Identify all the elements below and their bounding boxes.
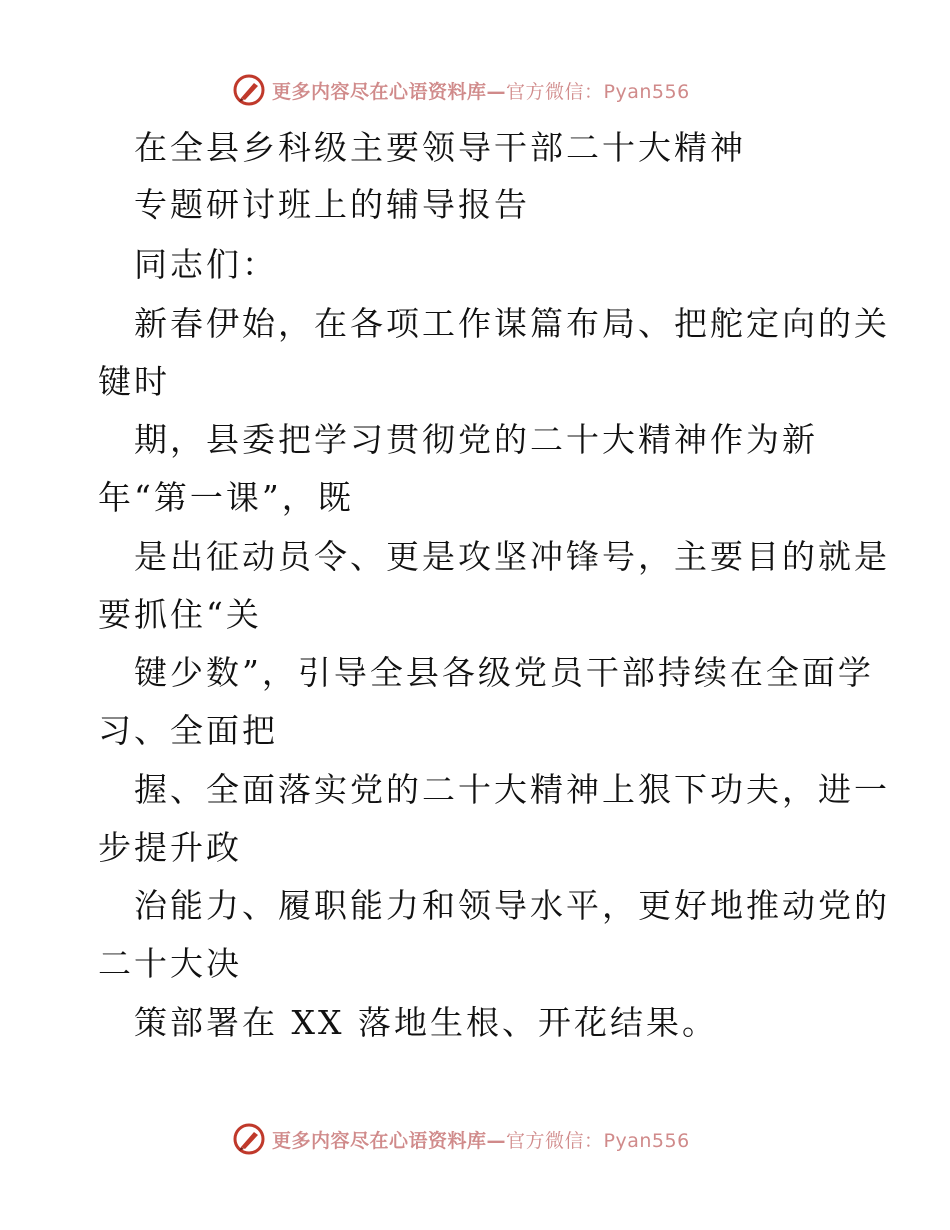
paragraph-line: 二十大决 <box>98 944 242 983</box>
paragraph-line: 期，县委把学习贯彻党的二十大精神作为新 <box>134 420 818 459</box>
document-title-line-2: 专题研讨班上的辅导报告 <box>134 185 530 224</box>
paragraph-line: 习、全面把 <box>98 711 278 750</box>
watermark-banner-bottom <box>232 1122 752 1156</box>
watermark-text: 更多内容尽在心语资料库—官方微信：Pyan556 <box>272 1129 690 1152</box>
paragraph-line: 键时 <box>98 362 170 401</box>
pen-logo-icon <box>232 1122 266 1156</box>
paragraph-line: 握、全面落实党的二十大精神上狠下功夫，进一 <box>134 770 890 809</box>
paragraph-line: 键少数”，引导全县各级党员干部持续在全面学 <box>134 653 874 692</box>
paragraph-line: 年“第一课”，既 <box>98 478 354 517</box>
salutation: 同志们： <box>134 245 278 284</box>
document-title-line-1: 在全县乡科级主要领导干部二十大精神 <box>134 128 746 167</box>
watermark-text: 更多内容尽在心语资料库—官方微信：Pyan556 <box>272 80 690 103</box>
paragraph-line: 治能力、履职能力和领导水平，更好地推动党的 <box>134 886 890 925</box>
paragraph-line: 步提升政 <box>98 828 242 867</box>
paragraph-line: 策部署在 XX 落地生根、开花结果。 <box>134 1003 718 1042</box>
paragraph-line: 要抓住“关 <box>98 595 262 634</box>
pen-logo-icon <box>232 73 266 107</box>
paragraph-line: 新春伊始，在各项工作谋篇布局、把舵定向的关 <box>134 304 890 343</box>
paragraph-line: 是出征动员令、更是攻坚冲锋号，主要目的就是 <box>134 537 890 576</box>
watermark-banner-top <box>232 73 752 107</box>
